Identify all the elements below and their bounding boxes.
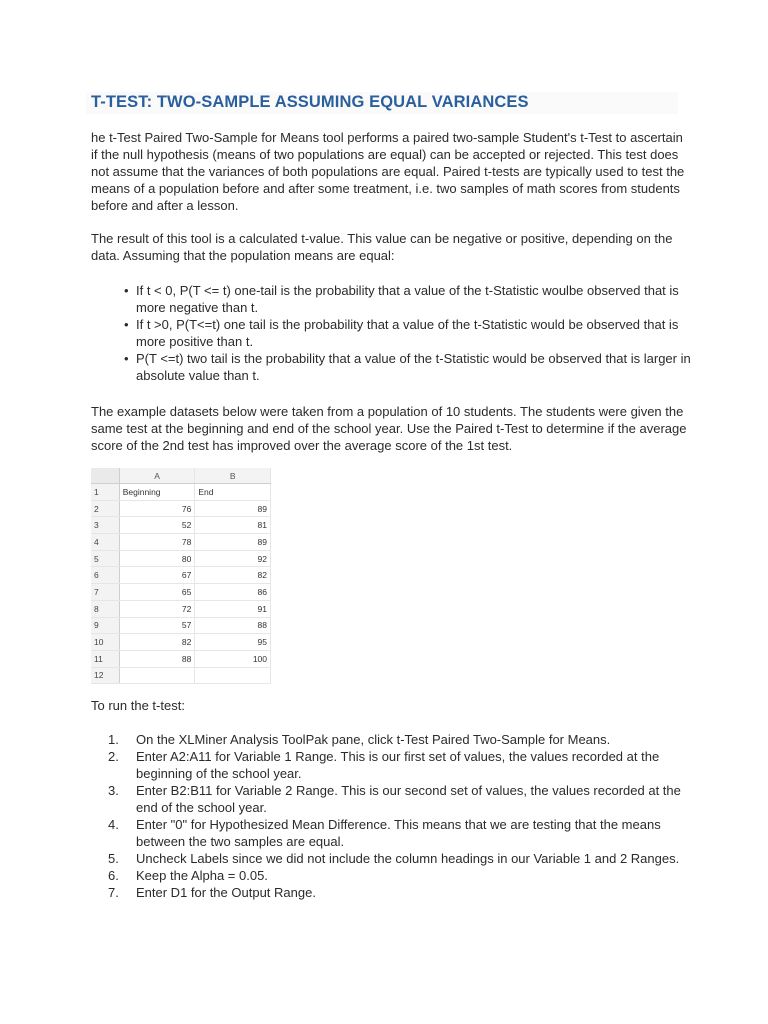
step-item — [91, 816, 691, 850]
table-row — [91, 567, 271, 584]
bullet-item — [91, 316, 691, 350]
row-number: 11 — [91, 650, 119, 667]
page-title: T-TEST: TWO-SAMPLE ASSUMING EQUAL VARIANCES — [91, 93, 529, 111]
table-row — [91, 500, 271, 517]
steps-list — [91, 731, 691, 901]
table-row — [91, 550, 271, 567]
table-row — [91, 634, 271, 651]
bullet-text: If t >0, P(T<=t) one tail is the probability that a value of the t-Statistic would be observed that is more positive than t. — [136, 317, 679, 349]
step-number: 2. — [108, 749, 119, 764]
row-number: 5 — [91, 550, 119, 567]
step-item — [91, 748, 691, 782]
cell-b: 89 — [195, 534, 271, 551]
step-number: 7. — [108, 885, 119, 900]
bullet-icon: • — [124, 351, 129, 366]
bullet-item — [91, 282, 691, 316]
cell-a: 65 — [119, 584, 195, 601]
cell-b: 89 — [195, 500, 271, 517]
step-text: Keep the Alpha = 0.05. — [136, 868, 268, 883]
step-number: 1. — [108, 732, 119, 747]
column-header-b: B — [195, 468, 271, 484]
bullet-text: If t < 0, P(T <= t) one-tail is the probability that a value of the t-Statistic woulbe observed that is more negative than t. — [136, 283, 679, 315]
bullet-text: P(T <=t) two tail is the probability that a value of the t-Statistic would be observed that is larger in absolute value than t. — [136, 351, 691, 383]
step-text: Enter A2:A11 for Variable 1 Range. This is our first set of values, the values recorded at the beginning of the school year. — [136, 749, 660, 781]
cell-b: 92 — [195, 550, 271, 567]
step-item — [91, 867, 691, 884]
spreadsheet-table — [91, 468, 271, 684]
cell-b — [195, 667, 271, 684]
row-number: 2 — [91, 500, 119, 517]
table-row — [91, 617, 271, 634]
table-row — [91, 517, 271, 534]
step-item — [91, 884, 691, 901]
row-number: 4 — [91, 534, 119, 551]
cell-b: 81 — [195, 517, 271, 534]
step-text: On the XLMiner Analysis ToolPak pane, click t-Test Paired Two-Sample for Means. — [136, 732, 611, 747]
table-row — [91, 650, 271, 667]
step-item — [91, 782, 691, 816]
cell-a: 76 — [119, 500, 195, 517]
row-number: 7 — [91, 584, 119, 601]
cell-a: 57 — [119, 617, 195, 634]
row-number: 8 — [91, 600, 119, 617]
table-row — [91, 600, 271, 617]
step-number: 3. — [108, 783, 119, 798]
row-number: 3 — [91, 517, 119, 534]
step-text: Enter "0" for Hypothesized Mean Difference. This means that we are testing that the means between the two samples are equal. — [136, 817, 661, 849]
cell-b: 88 — [195, 617, 271, 634]
bullet-icon: • — [124, 283, 129, 298]
intro-paragraph: he t-Test Paired Two-Sample for Means tool performs a paired two-sample Student's t-Test to ascertain if the null hypothesis (means of two populations are equal) can be accepted or rejected. This test does not assume that the variances of both populations are equal. Paired t-tests are typically used to test the means of a population before and after some treatment, i.e. two samples of math scores from students before and after a lesson. — [91, 130, 685, 213]
cell-b: 86 — [195, 584, 271, 601]
bullet-icon: • — [124, 317, 129, 332]
cell-a: 67 — [119, 567, 195, 584]
row-number: 9 — [91, 617, 119, 634]
cell-b: 82 — [195, 567, 271, 584]
table-row — [91, 484, 271, 501]
example-paragraph: The example datasets below were taken from a population of 10 students. The students were given the same test at the beginning and end of the school year. Use the Paired t-Test to determine if the average score of the 2nd test has improved over the average score of the 1st test. — [91, 404, 687, 453]
result-paragraph: The result of this tool is a calculated t-value. This value can be negative or positive, depending on the data. Assuming that the population means are equal: — [91, 231, 673, 263]
step-number: 6. — [108, 868, 119, 883]
step-text: Enter D1 for the Output Range. — [136, 885, 316, 900]
cell-b: 100 — [195, 650, 271, 667]
row-number: 10 — [91, 634, 119, 651]
cell-a: 52 — [119, 517, 195, 534]
row-number: 6 — [91, 567, 119, 584]
step-item — [91, 850, 691, 867]
cell-a: Beginning — [119, 484, 195, 501]
cell-b: 95 — [195, 634, 271, 651]
table-row — [91, 667, 271, 684]
step-number: 4. — [108, 817, 119, 832]
cell-b: 91 — [195, 600, 271, 617]
table-row — [91, 534, 271, 551]
step-text: Enter B2:B11 for Variable 2 Range. This is our second set of values, the values recorded at the end of the school year. — [136, 783, 681, 815]
cell-a — [119, 667, 195, 684]
cell-a: 82 — [119, 634, 195, 651]
bullet-list — [91, 282, 691, 384]
spreadsheet-image — [91, 468, 271, 680]
step-text: Uncheck Labels since we did not include the column headings in our Variable 1 and 2 Ranges. — [136, 851, 680, 866]
table-row — [91, 584, 271, 601]
cell-a: 78 — [119, 534, 195, 551]
step-number: 5. — [108, 851, 119, 866]
run-label: To run the t-test: — [91, 698, 185, 713]
cell-a: 80 — [119, 550, 195, 567]
corner-cell — [91, 468, 119, 484]
column-header-row — [91, 468, 271, 484]
cell-b: End — [195, 484, 271, 501]
cell-a: 72 — [119, 600, 195, 617]
row-number: 12 — [91, 667, 119, 684]
column-header-a: A — [119, 468, 195, 484]
step-item — [91, 731, 691, 748]
cell-a: 88 — [119, 650, 195, 667]
bullet-item — [91, 350, 691, 384]
row-number: 1 — [91, 484, 119, 501]
